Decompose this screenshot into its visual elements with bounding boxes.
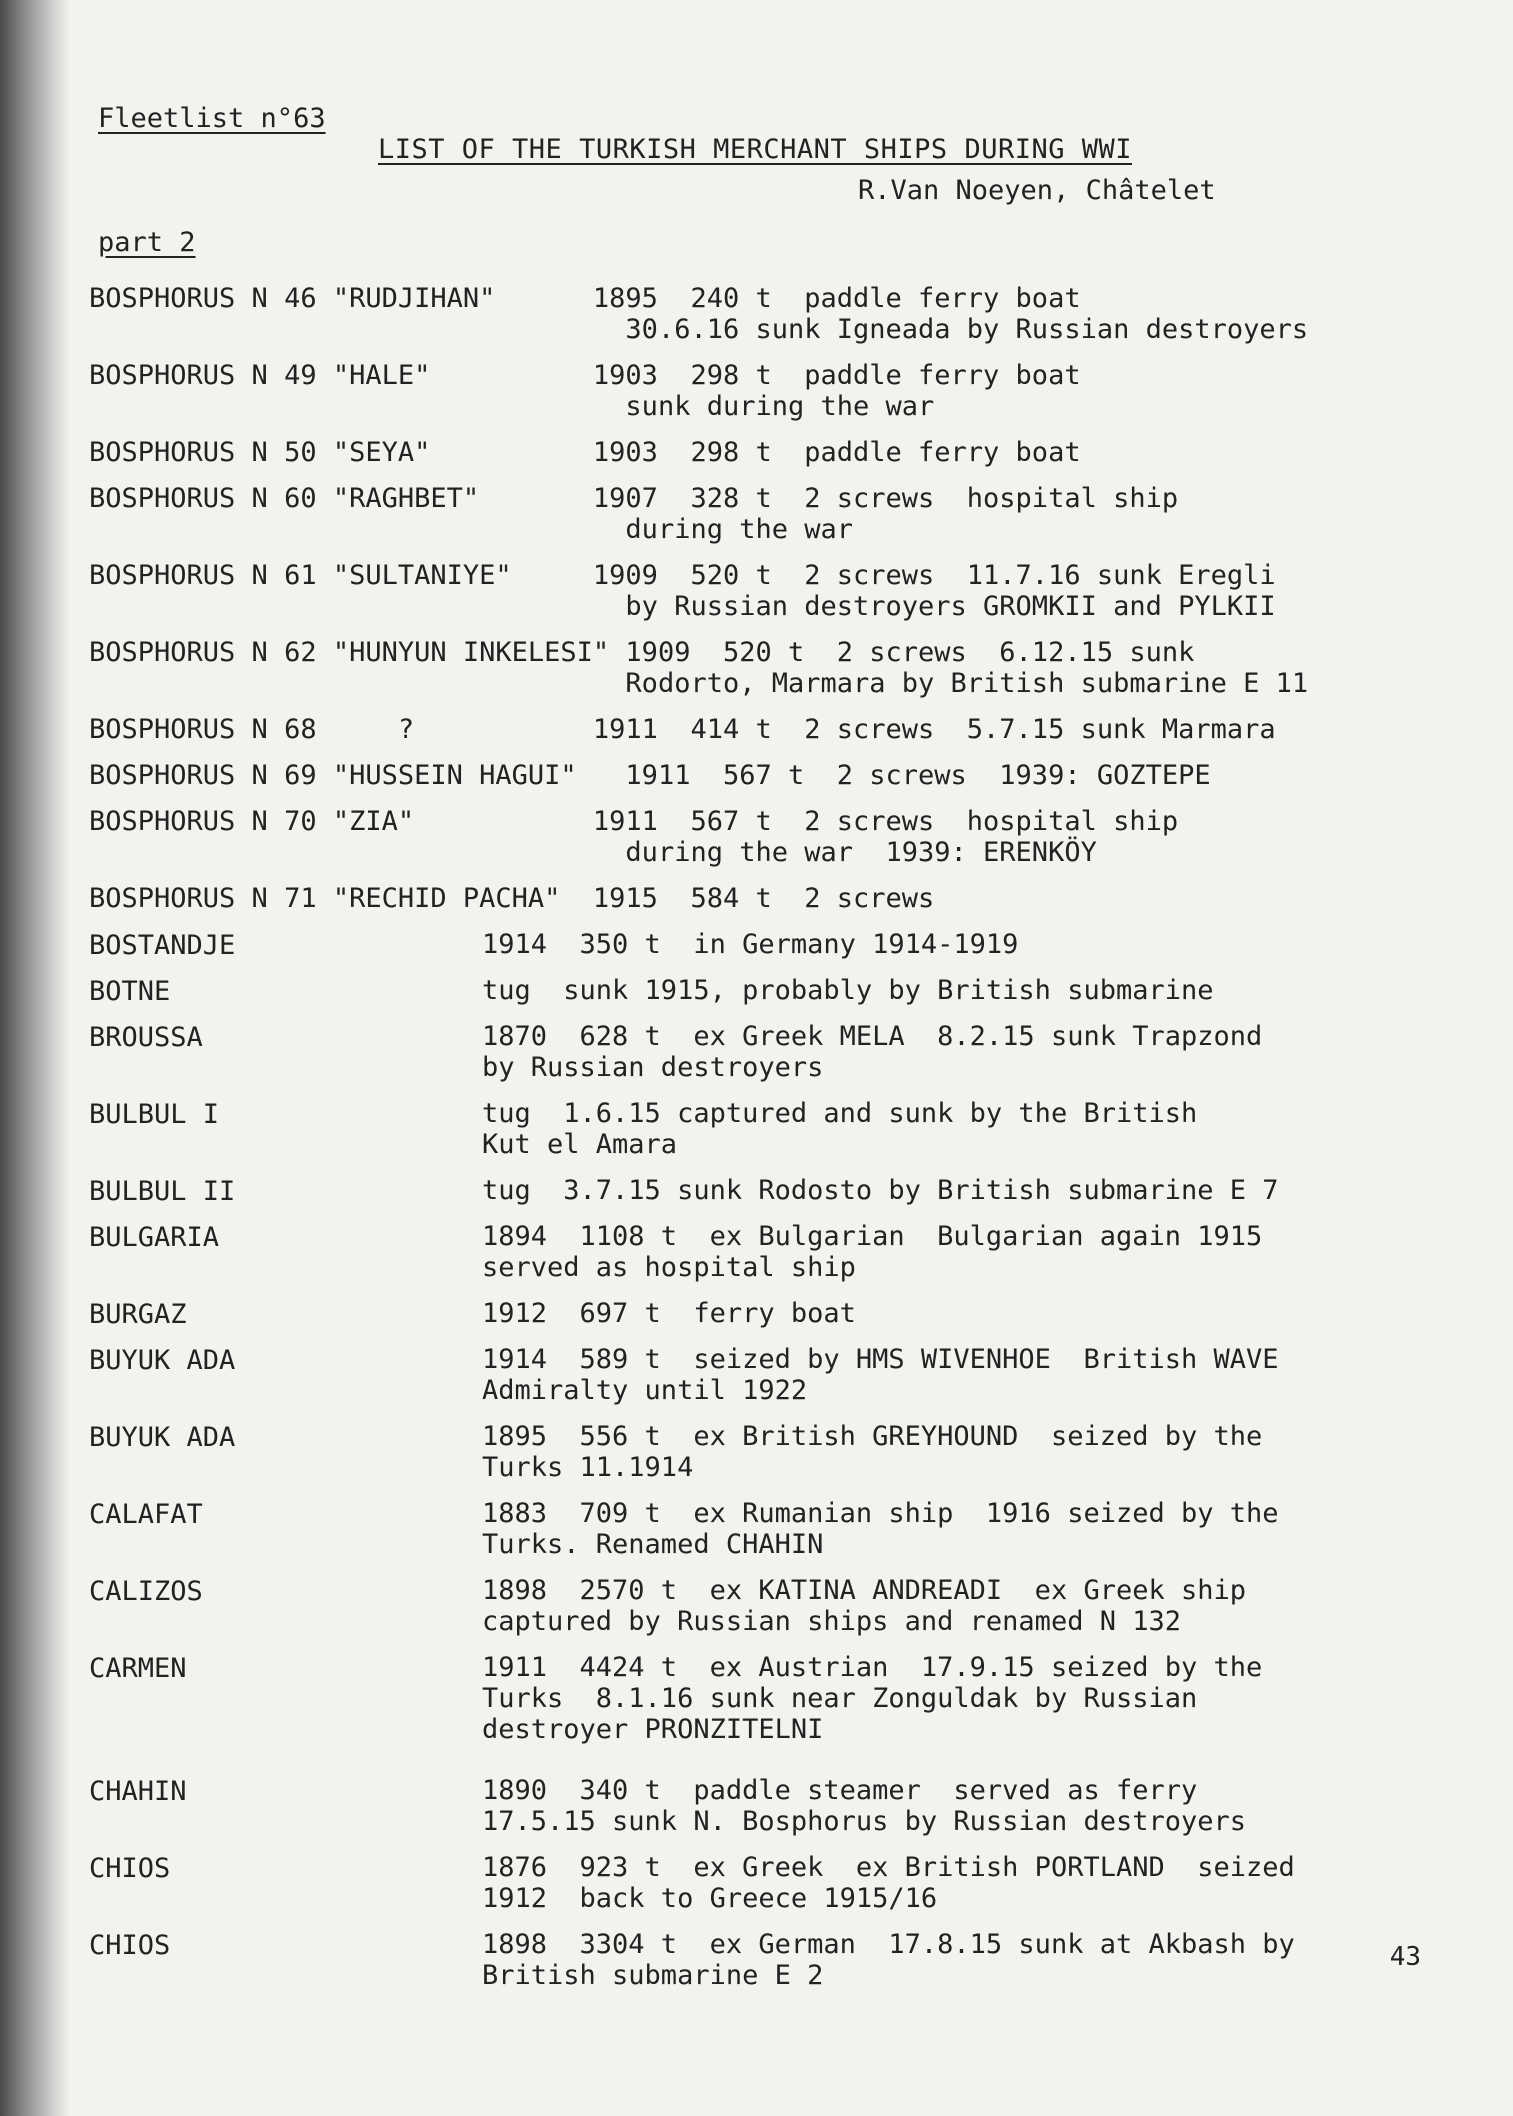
ship-details (89, 806, 1469, 868)
ship-name: CALAFAT (89, 1499, 203, 1530)
ship-detail-line: BOSPHORUS N 71 "RECHID PACHA" 1915 584 t 2 screws (89, 883, 935, 914)
ship-name: BUYUK ADA (89, 1422, 236, 1453)
ship-detail-line: by Russian destroyers (482, 1052, 824, 1083)
ship-entry (89, 637, 1469, 699)
ship-details (89, 883, 1469, 914)
ship-details (482, 1221, 1469, 1283)
ship-details (482, 1775, 1469, 1837)
ship-detail-line: 1894 1108 t ex Bulgarian Bulgarian again 1915 (482, 1221, 1263, 1252)
ship-detail-line: Turks 11.1914 (482, 1452, 694, 1483)
ship-detail-line: during the war 1939: ERENKÖY (89, 837, 1097, 868)
ship-details (89, 360, 1469, 422)
ship-detail-line: 1870 628 t ex Greek MELA 8.2.15 sunk Trapzond (482, 1021, 1263, 1052)
ship-details (482, 1421, 1469, 1483)
ship-detail-line: 1876 923 t ex Greek ex British PORTLAND seized (482, 1852, 1295, 1883)
ship-detail-line: tug 3.7.15 sunk Rodosto by British submarine E 7 (482, 1175, 1279, 1206)
ship-name: CHAHIN (89, 1776, 187, 1807)
ship-detail-line: 1912 back to Greece 1915/16 (482, 1883, 938, 1914)
ship-details (482, 1298, 1469, 1329)
document-title: LIST OF THE TURKISH MERCHANT SHIPS DURING WWI (378, 134, 1132, 165)
ship-name: CARMEN (89, 1653, 187, 1684)
ship-entry (89, 760, 1469, 791)
ship-entry (89, 714, 1469, 745)
ship-detail-line: BOSPHORUS N 61 "SULTANIYE" 1909 520 t 2 screws 11.7.16 sunk Eregli (89, 560, 1276, 591)
page-number: 43 (1389, 1942, 1421, 1972)
ship-name: BULBUL I (89, 1099, 220, 1130)
ship-details (482, 1021, 1469, 1083)
ship-detail-line: 1895 556 t ex British GREYHOUND seized by the (482, 1421, 1263, 1452)
ship-detail-line: BOSPHORUS N 50 "SEYA" 1903 298 t paddle ferry boat (89, 437, 1081, 468)
ship-details (482, 1575, 1469, 1637)
ship-entry (89, 437, 1469, 468)
ship-detail-line: 1898 2570 t ex KATINA ANDREADI ex Greek ship (482, 1575, 1247, 1606)
ship-entry (89, 1775, 1469, 1837)
ship-detail-line: served as hospital ship (482, 1252, 856, 1283)
ship-entry (89, 1852, 1469, 1914)
ship-detail-line: 30.6.16 sunk Igneada by Russian destroyers (89, 314, 1309, 345)
ship-details (89, 714, 1469, 745)
ship-entry (89, 1298, 1469, 1329)
ship-details (482, 1175, 1469, 1206)
ship-details (482, 975, 1469, 1006)
ship-detail-line: during the war (89, 514, 854, 545)
ship-name: BUYUK ADA (89, 1345, 236, 1376)
ship-detail-line: BOSPHORUS N 46 "RUDJIHAN" 1895 240 t paddle ferry boat (89, 283, 1081, 314)
ship-name: CHIOS (89, 1930, 171, 1961)
ship-detail-line: 1912 697 t ferry boat (482, 1298, 856, 1329)
ship-detail-line: captured by Russian ships and renamed N 132 (482, 1606, 1181, 1637)
ship-details (482, 1098, 1469, 1160)
ship-name: CHIOS (89, 1853, 171, 1884)
ship-detail-line: 1883 709 t ex Rumanian ship 1916 seized by the (482, 1498, 1279, 1529)
ship-detail-line: destroyer PRONZITELNI (482, 1714, 824, 1745)
ship-detail-line: 1911 4424 t ex Austrian 17.9.15 seized by the (482, 1652, 1263, 1683)
ship-detail-line: sunk during the war (89, 391, 935, 422)
ship-detail-line: tug 1.6.15 captured and sunk by the British (482, 1098, 1198, 1129)
ship-detail-line: Turks 8.1.16 sunk near Zonguldak by Russian (482, 1683, 1198, 1714)
ship-name: BULGARIA (89, 1222, 220, 1253)
ship-details (482, 1344, 1469, 1406)
fleetlist-label: Fleetlist n°63 (98, 103, 326, 134)
ship-detail-line: tug sunk 1915, probably by British submarine (482, 975, 1214, 1006)
ship-detail-line: Admiralty until 1922 (482, 1375, 808, 1406)
ship-details (482, 1852, 1469, 1914)
ship-entry (89, 283, 1469, 345)
ship-detail-line: BOSPHORUS N 69 "HUSSEIN HAGUI" 1911 567 t 2 screws 1939: GOZTEPE (89, 760, 1211, 791)
ship-entry (89, 1175, 1469, 1206)
ship-entry (89, 806, 1469, 868)
ship-details (482, 1929, 1469, 1991)
ship-detail-line: British submarine E 2 (482, 1960, 824, 1991)
ship-name: BURGAZ (89, 1299, 187, 1330)
author-line: R.Van Noeyen, Châtelet (858, 175, 1216, 206)
ship-details (482, 929, 1469, 960)
ship-details (89, 483, 1469, 545)
ship-detail-line: BOSPHORUS N 60 "RAGHBET" 1907 328 t 2 screws hospital ship (89, 483, 1179, 514)
ship-entry (89, 1575, 1469, 1637)
ship-entry (89, 929, 1469, 960)
part-label: part 2 (98, 227, 196, 258)
ship-detail-line: BOSPHORUS N 49 "HALE" 1903 298 t paddle ferry boat (89, 360, 1081, 391)
ship-details (89, 560, 1469, 622)
ship-entry (89, 360, 1469, 422)
ship-details (89, 637, 1469, 699)
ship-entry (89, 1021, 1469, 1083)
ship-detail-line: 1890 340 t paddle steamer served as ferry (482, 1775, 1198, 1806)
ship-entry (89, 1421, 1469, 1483)
ship-detail-line: Rodorto, Marmara by British submarine E 11 (89, 668, 1309, 699)
ship-detail-line: BOSPHORUS N 62 "HUNYUN INKELESI" 1909 520 t 2 screws 6.12.15 sunk (89, 637, 1195, 668)
ship-entry (89, 1098, 1469, 1160)
ship-entry (89, 1498, 1469, 1560)
ship-detail-line: Kut el Amara (482, 1129, 678, 1160)
ship-entry (89, 1221, 1469, 1283)
ship-name: BOSTANDJE (89, 930, 236, 961)
ship-details (89, 283, 1469, 345)
ship-detail-line: 1914 589 t seized by HMS WIVENHOE British WAVE (482, 1344, 1279, 1375)
ship-entry (89, 560, 1469, 622)
ship-details (482, 1498, 1469, 1560)
ship-entry (89, 483, 1469, 545)
ship-entry (89, 1929, 1469, 1991)
ship-detail-line: by Russian destroyers GROMKII and PYLKII (89, 591, 1276, 622)
ship-detail-line: 17.5.15 sunk N. Bosphorus by Russian destroyers (482, 1806, 1247, 1837)
ship-detail-line: BOSPHORUS N 68 ? 1911 414 t 2 screws 5.7.15 sunk Marmara (89, 714, 1276, 745)
ship-entry (89, 1652, 1469, 1745)
ship-entry (89, 1344, 1469, 1406)
ship-detail-line: Turks. Renamed CHAHIN (482, 1529, 824, 1560)
ship-name: CALIZOS (89, 1576, 203, 1607)
ship-details (482, 1652, 1469, 1745)
ship-entry (89, 883, 1469, 914)
ship-entry (89, 975, 1469, 1006)
ship-details (89, 760, 1469, 791)
ship-detail-line: 1898 3304 t ex German 17.8.15 sunk at Akbash by (482, 1929, 1295, 1960)
ship-detail-line: BOSPHORUS N 70 "ZIA" 1911 567 t 2 screws hospital ship (89, 806, 1179, 837)
ship-name: BULBUL II (89, 1176, 236, 1207)
ship-name: BOTNE (89, 976, 171, 1007)
ship-detail-line: 1914 350 t in Germany 1914-1919 (482, 929, 1019, 960)
ship-name: BROUSSA (89, 1022, 203, 1053)
ship-details (89, 437, 1469, 468)
